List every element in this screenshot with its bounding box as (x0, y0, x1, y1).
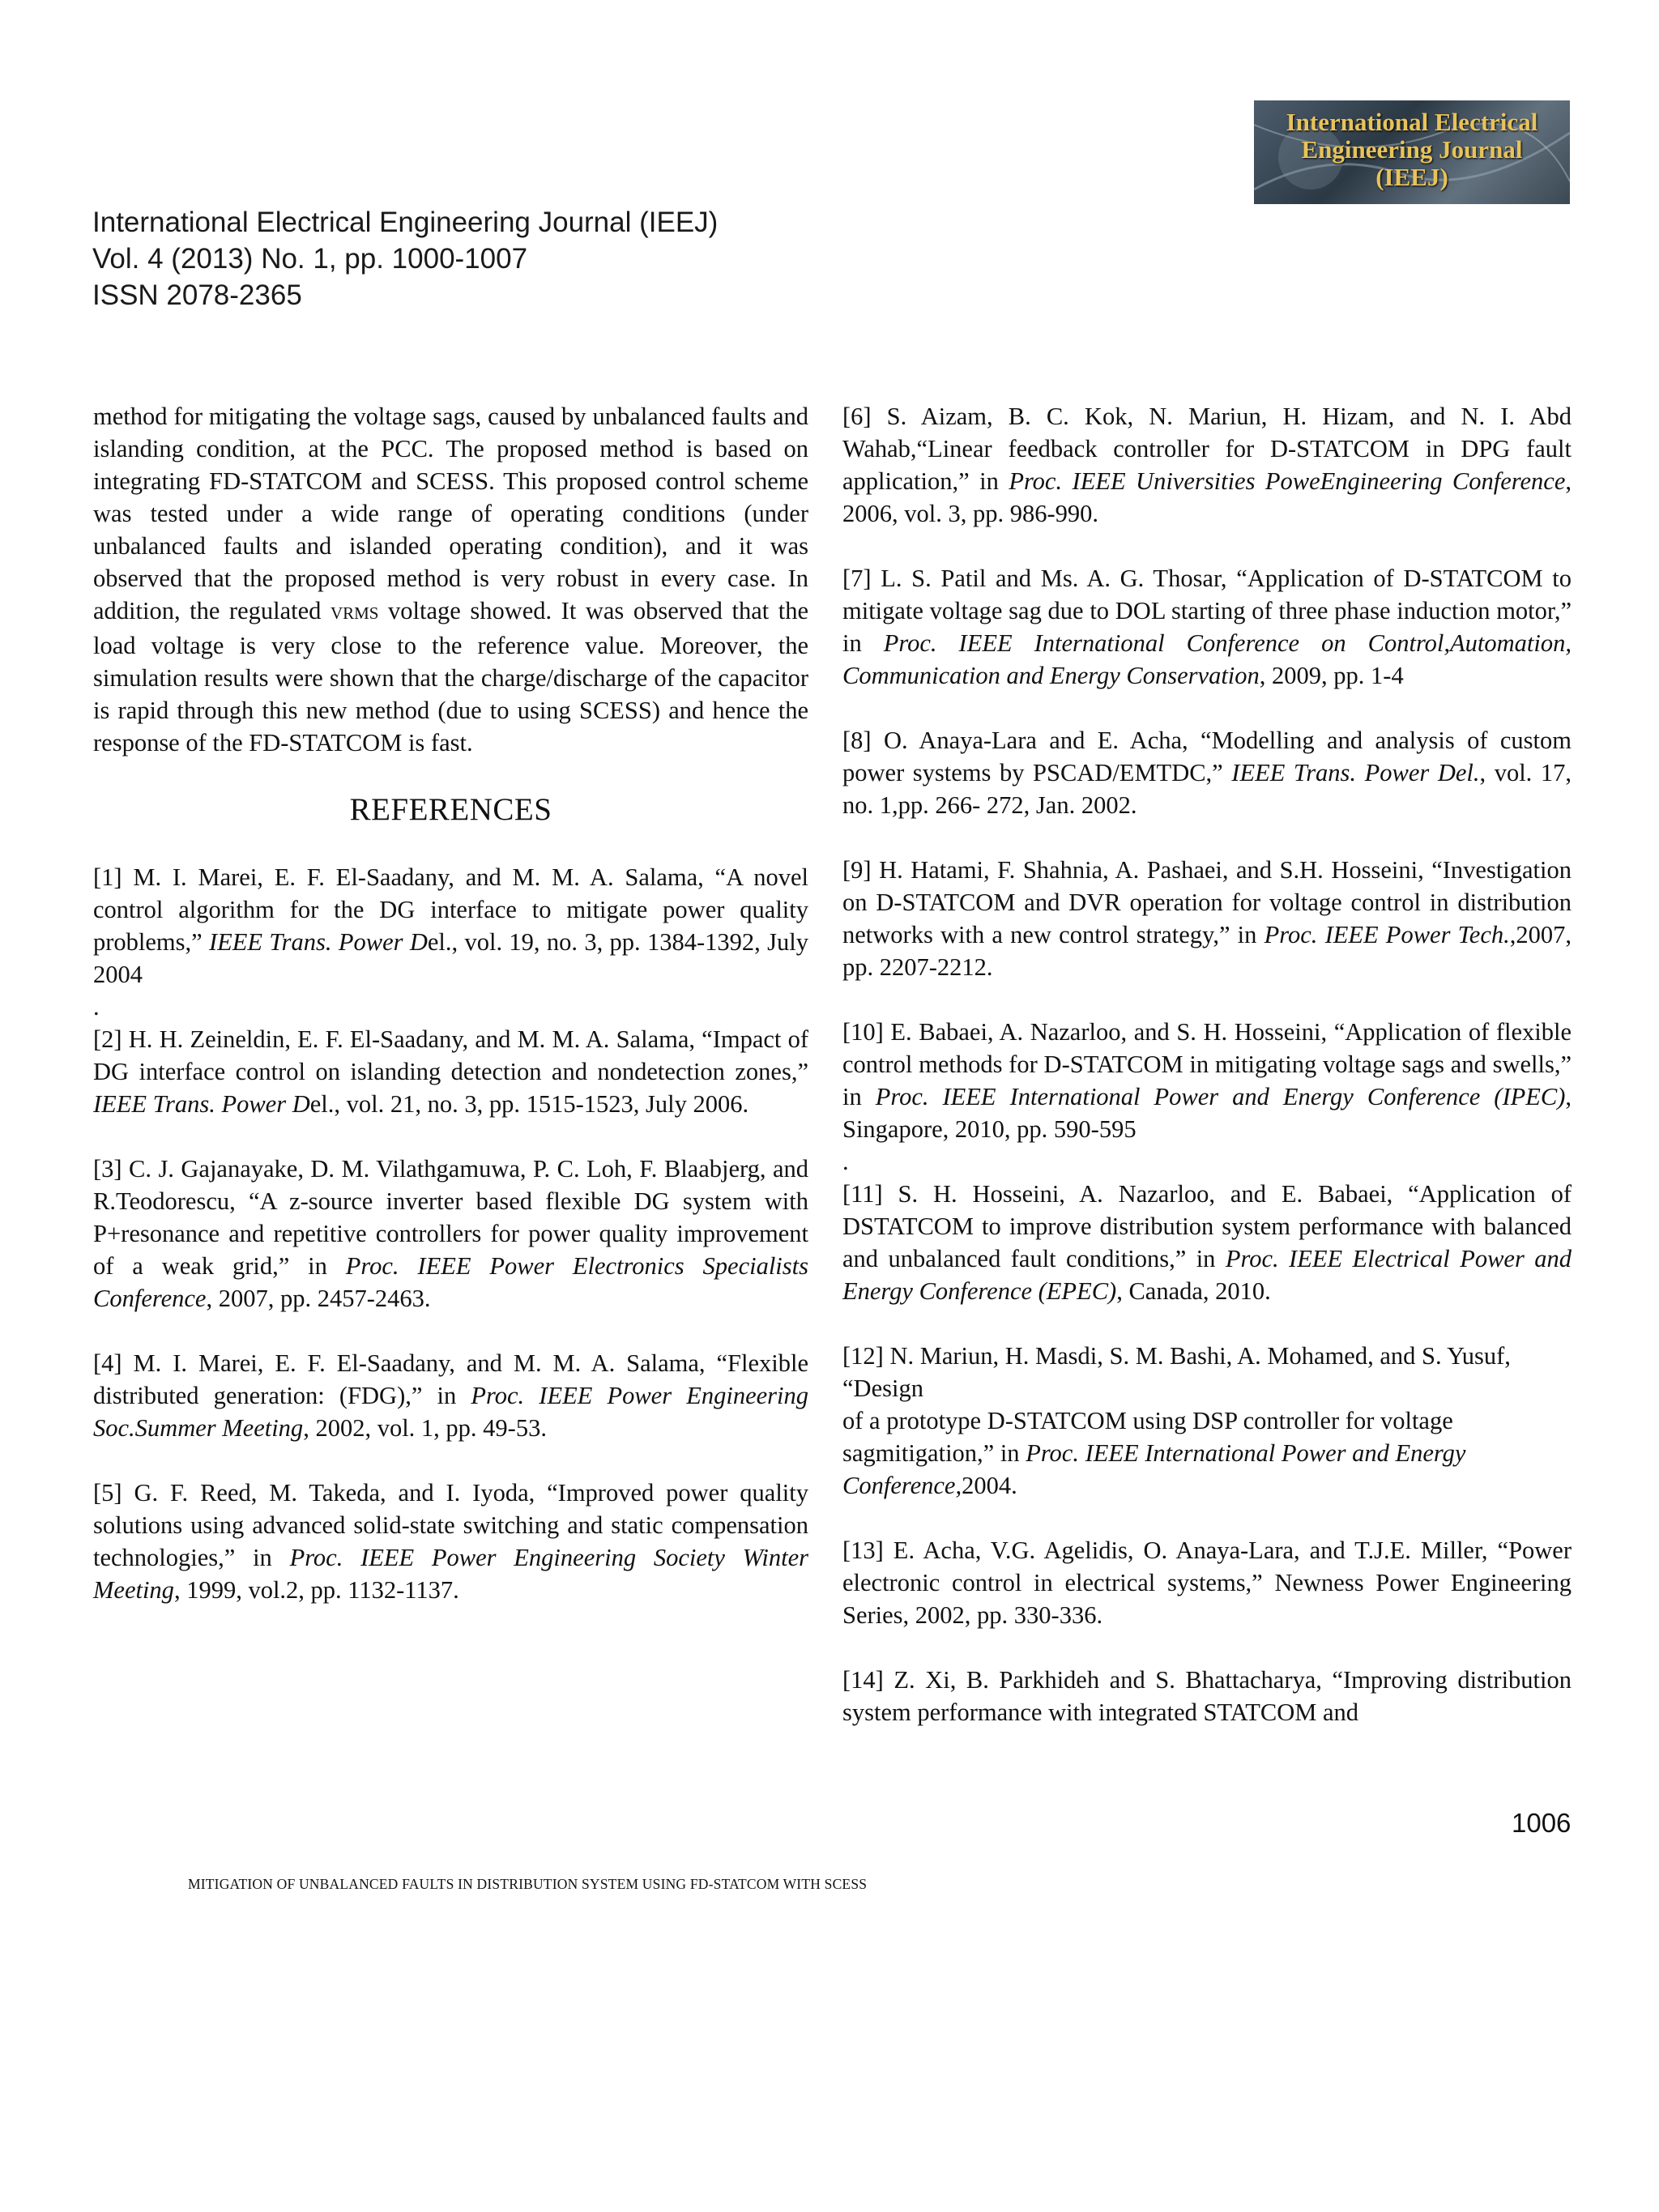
page-number: 1006 (1512, 1808, 1572, 1838)
journal-logo (1254, 100, 1570, 204)
reference-10: [10] E. Babaei, A. Nazarloo, and S. H. Hosseini, “Application of flexible control methods for D-STATCOM in mitigating voltage sags and swells,” in Proc. IEEE International Power and Energy Conference (IPEC), Singapore, 2010, pp. 590-595 (842, 1018, 1572, 1143)
reference-1-dot: . (93, 993, 100, 1021)
left-column (93, 400, 808, 1639)
logo-line-3: (IEEJ) (1375, 163, 1448, 191)
reference-12: [12] N. Mariun, H. Masdi, S. M. Bashi, A. Mohamed, and S. Yusuf, “Design of a prototype D-STATCOM using DSP controller for voltage sagmitigation,” in Proc. IEEE International Power and Energy Conference,2004. (842, 1342, 1511, 1499)
reference-1: [1] M. I. Marei, E. F. El-Saadany, and M. M. A. Salama, “A novel control algorithm for the DG interface to mitigate power quality problems,” IEEE Trans. Power Del., vol. 19, no. 3, pp. 1384-1392, July 2004 (93, 863, 808, 988)
reference-3: [3] C. J. Gajanayake, D. M. Vilathgamuwa, P. C. Loh, F. Blaabjerg, and R.Teodorescu, “A z-source inverter based flexible DG system with P+resonance and repetitive controllers for power quality improvement of a weak grid,” in Proc. IEEE Power Electronics Specialists Conference, 2007, pp. 2457-2463. (93, 1155, 808, 1312)
reference-7: [7] L. S. Patil and Ms. A. G. Thosar, “Application of D-STATCOM to mitigate voltage sag due to DOL starting of three phase induction motor,” in Proc. IEEE International Conference on Control,Automation, Communication and Energy Conservation, 2009, pp. 1-4 (842, 565, 1572, 689)
reference-9: [9] H. Hatami, F. Shahnia, A. Pashaei, and S.H. Hosseini, “Investigation on D-STATCOM and DVR operation for voltage control in distribution networks with a new control strategy,” in Proc. IEEE Power Tech.,2007, pp. 2207-2212. (842, 856, 1572, 981)
reference-11: [11] S. H. Hosseini, A. Nazarloo, and E. Babaei, “Application of DSTATCOM to improve distribution system performance with balanced and unbalanced fault conditions,” in Proc. IEEE Electrical Power and Energy Conference (EPEC), Canada, 2010. (842, 1180, 1572, 1305)
journal-issn: ISSN 2078-2365 (92, 279, 302, 311)
references-heading: REFERENCES (349, 792, 552, 827)
reference-8: [8] O. Anaya-Lara and E. Acha, “Modelling and analysis of custom power systems by PSCAD/EMTDC,” IEEE Trans. Power Del., vol. 17, no. 1,pp. 266- 272, Jan. 2002. (842, 727, 1572, 819)
reference-13: [13] E. Acha, V.G. Agelidis, O. Anaya-Lara, and T.J.E. Miller, “Power electronic control in electrical systems,” Newness Power Engineering Series, 2002, pp. 330-336. (842, 1536, 1572, 1629)
reference-5: [5] G. F. Reed, M. Takeda, and I. Iyoda, “Improved power quality solutions using advanced solid-state switching and static compensation technologies,” in Proc. IEEE Power Engineering Society Winter Meeting, 1999, vol.2, pp. 1132-1137. (93, 1479, 808, 1604)
right-column (842, 400, 1572, 1761)
logo-line-1: International Electrical (1286, 108, 1538, 136)
conclusion-paragraph: method for mitigating the voltage sags, caused by unbalanced faults and islanding condition, at the PCC. The proposed method is based on integrating FD-STATCOM and SCESS. This proposed control scheme was tested under a wide range of operating conditions (under unbalanced faults and islanded operating condition), and it was observed that the proposed method is very robust in every case. In addition, the regulated VRMS voltage showed. It was observed that the load voltage is very close to the reference value. Moreover, the simulation results were shown that the charge/discharge of the capacitor is rapid through this new method (due to using SCESS) and hence the response of the FD-STATCOM is fast. (93, 403, 809, 757)
logo-text (1254, 100, 1570, 204)
reference-2: [2] H. H. Zeineldin, E. F. El-Saadany, and M. M. A. Salama, “Impact of DG interface control on islanding detection and nondetection zones,” IEEE Trans. Power Del., vol. 21, no. 3, pp. 1515-1523, July 2006. (93, 1025, 808, 1118)
journal-header (92, 204, 718, 313)
logo-line-2: Engineering Journal (1301, 135, 1523, 164)
reference-4: [4] M. I. Marei, E. F. El-Saadany, and M. M. A. Salama, “Flexible distributed generation: (FDG),” in Proc. IEEE Power Engineering Soc.Summer Meeting, 2002, vol. 1, pp. 49-53. (93, 1349, 808, 1442)
vrms-symbol: VRMS (330, 603, 379, 623)
reference-6: [6] S. Aizam, B. C. Kok, N. Mariun, H. Hizam, and N. I. Abd Wahab,“Linear feedback controller for D-STATCOM in DPG fault application,” in Proc. IEEE Universities PoweEngineering Conference, 2006, vol. 3, pp. 986-990. (842, 403, 1572, 527)
journal-volume: Vol. 4 (2013) No. 1, pp. 1000-1007 (92, 243, 528, 275)
reference-10-dot: . (842, 1148, 849, 1175)
reference-14: [14] Z. Xi, B. Parkhideh and S. Bhattacharya, “Improving distribution system performance with integrated STATCOM and (842, 1666, 1572, 1726)
journal-title: International Electrical Engineering Journal (IEEJ) (92, 207, 719, 238)
running-footer: MITIGATION OF UNBALANCED FAULTS IN DISTRIBUTION SYSTEM USING FD-STATCOM WITH SCESS (188, 1876, 868, 1892)
